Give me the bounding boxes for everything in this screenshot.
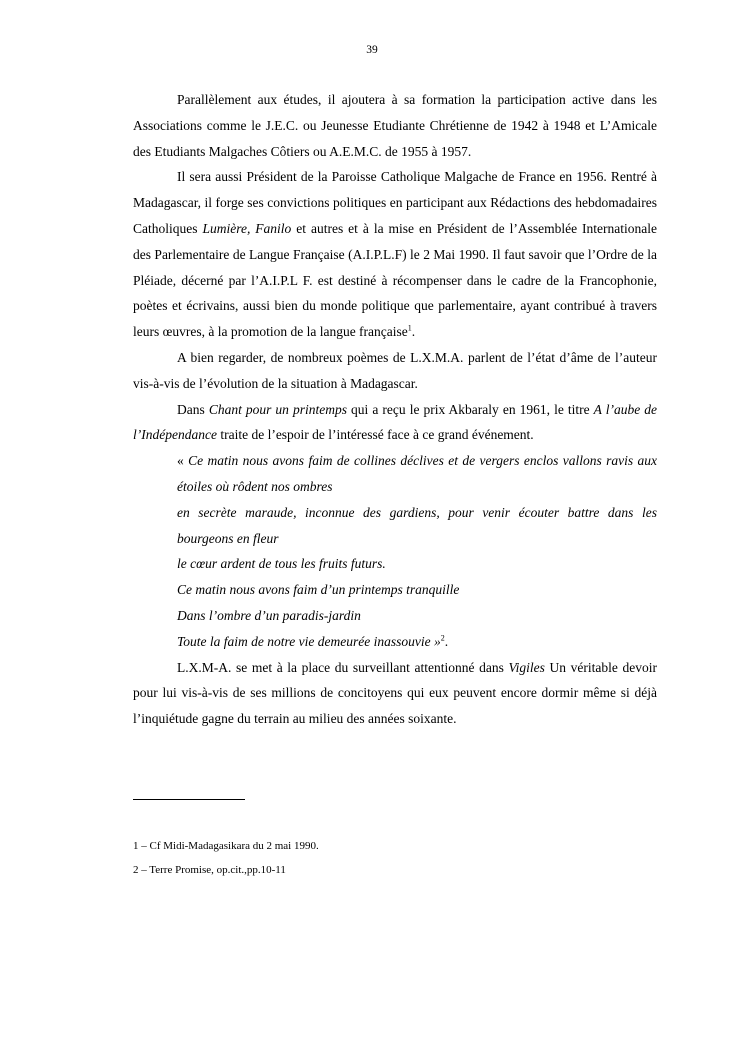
text-run: Toute la faim de notre vie demeurée inassouvie »: [177, 633, 441, 649]
quote-line: en secrète maraude, inconnue des gardiens, pour venir écouter battre dans les bourgeons en fleur: [177, 504, 657, 546]
quote-line: Dans l’ombre d’un paradis-jardin: [177, 607, 361, 623]
footnotes: [133, 834, 319, 882]
body-text: [133, 87, 657, 732]
footnote-ref-2: 2: [440, 633, 445, 643]
text-run: qui a reçu le prix Akbaraly en 1961, le titre: [347, 401, 594, 417]
paragraph-vigiles: [133, 655, 657, 732]
paragraph-chant: [133, 397, 657, 449]
text-run: L.X.M-A. se met à la place du surveillant attentionné dans: [177, 659, 509, 675]
quote-line: Ce matin nous avons faim d’un printemps tranquille: [177, 582, 460, 598]
text-run: .: [411, 324, 416, 340]
text-run: Un véritable devoir pour lui vis-à-vis de ses millions de concitoyens qui eux peuvent encore dormir même si déjà l’inquiétude gagne du terrain au milieu des années soixante.: [133, 659, 657, 727]
quote-line: le cœur ardent de tous les fruits futurs.: [177, 556, 386, 572]
quote-line: [133, 629, 657, 655]
paragraph-president: [133, 164, 657, 345]
italic-title: Lumière, Fanilo: [202, 220, 292, 236]
footnote-separator: [133, 799, 245, 800]
text-run: .: [444, 633, 449, 649]
text-run: traite de l’espoir de l’intéressé face à ce grand événement.: [216, 427, 534, 443]
text-run: Il sera aussi Président de la Paroisse Catholique Malgache de France en 1956. Rentré à Madagascar, il forge ses convictions politiques en participant aux Rédactions des hebdomadaires Catholiques: [133, 169, 657, 236]
text-run: Dans: [177, 401, 209, 417]
paragraph-poems: A bien regarder, de nombreux poèmes de L.X.M.A. parlent de l’état d’âme de l’auteur vis-à-vis de l’évolution de la situation à Madagascar.: [133, 349, 657, 391]
text-run: et autres et à la mise en Président de l’Assemblée Internationale des Parlementaire de Langue Française (A.I.P.L.F) le 2 Mai 1990. Il faut savoir que l’Ordre de la Pléiade, décerné par l’A.I.P.L F. est destiné à récompenser dans le cadre de la Francophonie, poètes et écrivains, aussi bien du monde politique que parlementaire, ayant contribué à travers leurs œuvres, à la promotion de la langue française: [133, 220, 658, 340]
footnote-1: 1 – Cf Midi-Madagasikara du 2 mai 1990.: [133, 840, 319, 852]
italic-title: Chant pour un printemps: [208, 401, 347, 417]
italic-title: A l’aube de l’Indépendance: [133, 401, 658, 443]
italic-title: Vigiles: [508, 659, 545, 675]
poem-quote: [133, 448, 657, 654]
paragraph-studies: Parallèlement aux études, il ajoutera à sa formation la participation active dans les Associations comme le J.E.C. ou Jeunesse Etudiante Chrétienne de 1942 à 1948 et L’Amicale des Etudiants Malgaches Côtiers ou A.E.M.C. de 1955 à 1957.: [133, 92, 657, 159]
footnote-2: 2 – Terre Promise, op.cit.,pp.10-11: [133, 864, 286, 876]
quote-line: [133, 448, 657, 500]
page-number: 39: [366, 44, 378, 56]
footnote-ref-1: 1: [407, 323, 412, 333]
text-run: Ce matin nous avons faim de collines déclives et de vergers enclos vallons ravis aux étoiles où rôdent nos ombres: [177, 453, 657, 494]
quote-open-mark: «: [177, 453, 189, 469]
